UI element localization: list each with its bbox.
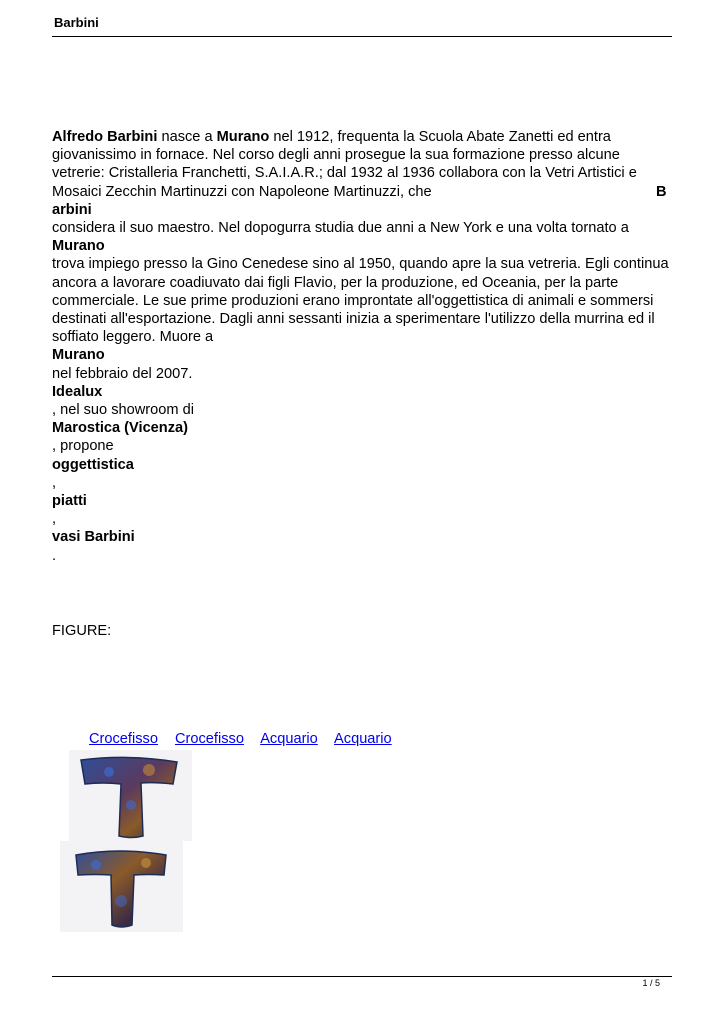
paragraph-line <box>52 456 672 474</box>
paragraph-line: vetrerie: Cristalleria Franchetti, S.A.I.A.R.; dal 1932 al 1936 collabora con la Vetri Artistici e <box>52 165 637 182</box>
paragraph-line: giovanissimo in fornace. Nel corso degli anni prosegue la sua formazione presso alcune <box>52 147 620 164</box>
product-category: piatti <box>52 493 87 510</box>
city-name: Murano <box>52 238 105 255</box>
figure-link-crocefisso-2[interactable]: Crocefisso <box>175 731 244 747</box>
paragraph-line <box>52 419 672 437</box>
product-category: oggettistica <box>52 456 134 473</box>
paragraph-line: , propone <box>52 438 114 455</box>
paragraph-line: ancora a lavorare coadiuvato dai figli Flavio, per la produzione, ed Oceania, per la parte <box>52 274 619 291</box>
paragraph-line: . <box>52 547 57 564</box>
company-name: Idealux <box>52 383 103 400</box>
paragraph-line <box>52 528 672 546</box>
figure-link-acquario-1[interactable]: Acquario <box>260 731 318 747</box>
paragraph-line <box>52 346 672 364</box>
paragraph-line: , nel suo showroom di <box>52 402 194 419</box>
paragraph-line <box>52 492 672 510</box>
figures-heading: FIGURE: <box>52 623 112 639</box>
paragraph-line: commerciale. Le sue prime produzioni erano improntate all'oggettistica di animali e sommersi <box>52 292 654 309</box>
paragraph-line: , <box>52 511 57 528</box>
crocefisso-thumbnail[interactable] <box>60 841 183 932</box>
showroom-location: Marostica (Vicenza) <box>52 420 188 437</box>
text-run: nel 1912, frequenta la Scuola Abate Zanetti ed entra <box>269 129 611 145</box>
split-word-start: B <box>656 183 667 200</box>
glass-cross-image <box>60 841 183 932</box>
article-body <box>52 128 672 565</box>
header-divider <box>52 36 672 37</box>
footer-divider <box>52 976 672 977</box>
header-title: Barbini <box>54 15 99 30</box>
paragraph-line <box>52 183 672 201</box>
paragraph-line <box>52 201 672 219</box>
artist-name: Alfredo Barbini <box>52 129 158 145</box>
paragraph-line: considera il suo maestro. Nel dopogurra studia due anni a New York e una volta tornato a <box>52 220 629 237</box>
city-name: Murano <box>52 347 105 364</box>
split-word-end: arbini <box>52 201 92 218</box>
city-name: Murano <box>216 129 270 145</box>
paragraph-line: trova impiego presso la Gino Cenedese sino al 1950, quando apre la sua vetreria. Egli continua <box>52 256 669 273</box>
paragraph-line <box>52 237 672 255</box>
paragraph-line <box>52 128 672 146</box>
figure-link-crocefisso-1[interactable]: Crocefisso <box>89 731 158 747</box>
paragraph-line: destinati all'esportazione. Dagli anni sessanti inizia a sperimentare l'utilizzo della murrina ed il <box>52 311 655 328</box>
text-run: Mosaici Zecchin Martinuzzi con Napoleone Martinuzzi, che <box>52 183 432 200</box>
glass-cross-image <box>69 750 192 841</box>
figure-links <box>89 731 405 747</box>
figure-link-acquario-2[interactable]: Acquario <box>334 731 392 747</box>
paragraph-line <box>52 383 672 401</box>
crocefisso-thumbnail[interactable] <box>69 750 192 841</box>
paragraph-line: , <box>52 474 57 491</box>
text-run: nasce a <box>157 129 217 145</box>
product-category: vasi Barbini <box>52 529 135 546</box>
paragraph-line: soffiato leggero. Muore a <box>52 329 214 346</box>
page-number: 1 / 5 <box>642 978 660 988</box>
paragraph-line: nel febbraio del 2007. <box>52 365 193 382</box>
